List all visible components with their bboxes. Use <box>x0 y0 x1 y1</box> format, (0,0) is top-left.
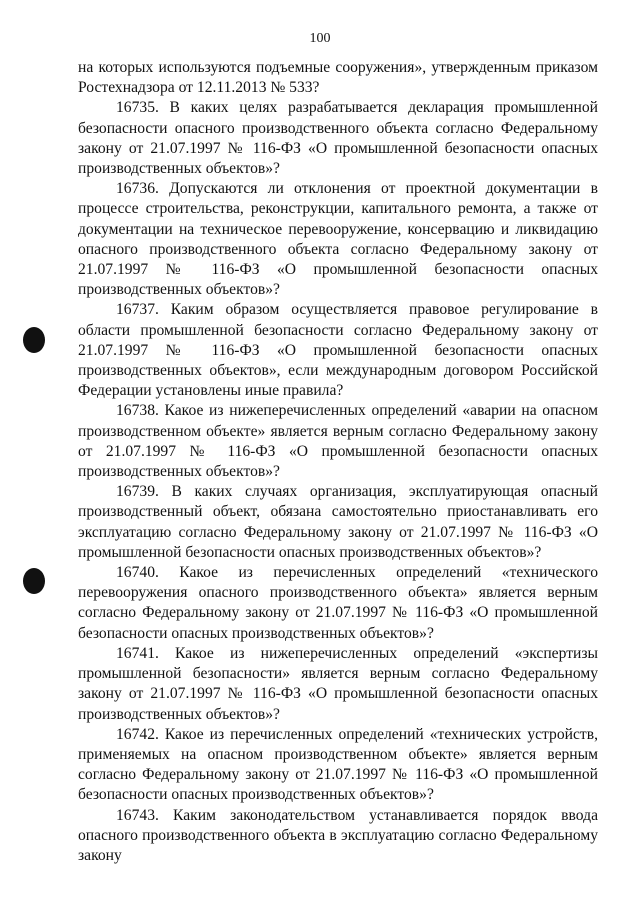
document-body <box>78 58 598 866</box>
page-number: 100 <box>309 31 331 46</box>
paragraph-continuation: на которых используются подъемные сооружения», утвержденным приказом Ростехнадзора от 12.11.2013 № 533? <box>78 59 598 97</box>
question-16737: 16737. Каким образом осуществляется правовое регулирование в области промышленной безопасности согласно Федеральному закону от 21.07.1997 № 116-ФЗ «О промышленной безопасности опасных производственных объектов», если международным договором Российской Федерации установлены иные правила? <box>78 301 598 400</box>
question-16741: 16741. Какое из нижеперечисленных определений «экспертизы промышленной безопасности» является верным согласно Федеральному закону от 21.07.1997 № 116-ФЗ «О промышленной безопасности опасных производственных объектов»? <box>78 644 598 723</box>
punch-hole-mark <box>23 568 45 594</box>
question-16735: 16735. В каких целях разрабатывается декларация промышленной безопасности опасного производственного объекта согласно Федеральному закону от 21.07.1997 № 116-ФЗ «О промышленной безопасности опасных производственных объектов»? <box>78 99 598 178</box>
question-16738: 16738. Какое из нижеперечисленных определений «аварии на опасном производственном объекте» является верным согласно Федеральному закону от 21.07.1997 № 116-ФЗ «О промышленной безопасности опасных производственных объектов»? <box>78 402 598 481</box>
question-16742: 16742. Какое из перечисленных определений «технических устройств, применяемых на опасном производственном объекте» является верным согласно Федеральному закону от 21.07.1997 № 116-ФЗ «О промышленной безопасности опасных производственных объектов»? <box>78 725 598 804</box>
punch-hole-mark <box>23 327 45 353</box>
question-16740: 16740. Какое из перечисленных определений «технического перевооружения опасного производственного объекта» является верным согласно Федеральному закону от 21.07.1997 № 116-ФЗ «О промышленной безопасности опасных производственных объектов»? <box>78 564 598 642</box>
question-16736: 16736. Допускаются ли отклонения от проектной документации в процессе строительства, реконструкции, капитального ремонта, а также от документации на техническое перевооружение, консервацию и ликвидацию опасного производственного объекта согласно Федеральному закону от 21.07.1997 № 116-ФЗ «О промышленной безопасности опасных производственных объектов»? <box>78 180 598 299</box>
question-16739: 16739. В каких случаях организация, эксплуатирующая опасный производственный объект, обязана самостоятельно приостанавливать его эксплуатацию согласно Федеральному закону от 21.07.1997 № 116-ФЗ «О промышленной безопасности опасных производственных объектов»? <box>78 483 598 561</box>
question-16743: 16743. Каким законодательством устанавливается порядок ввода опасного производственного объекта в эксплуатацию согласно Федеральному закону <box>78 806 598 864</box>
